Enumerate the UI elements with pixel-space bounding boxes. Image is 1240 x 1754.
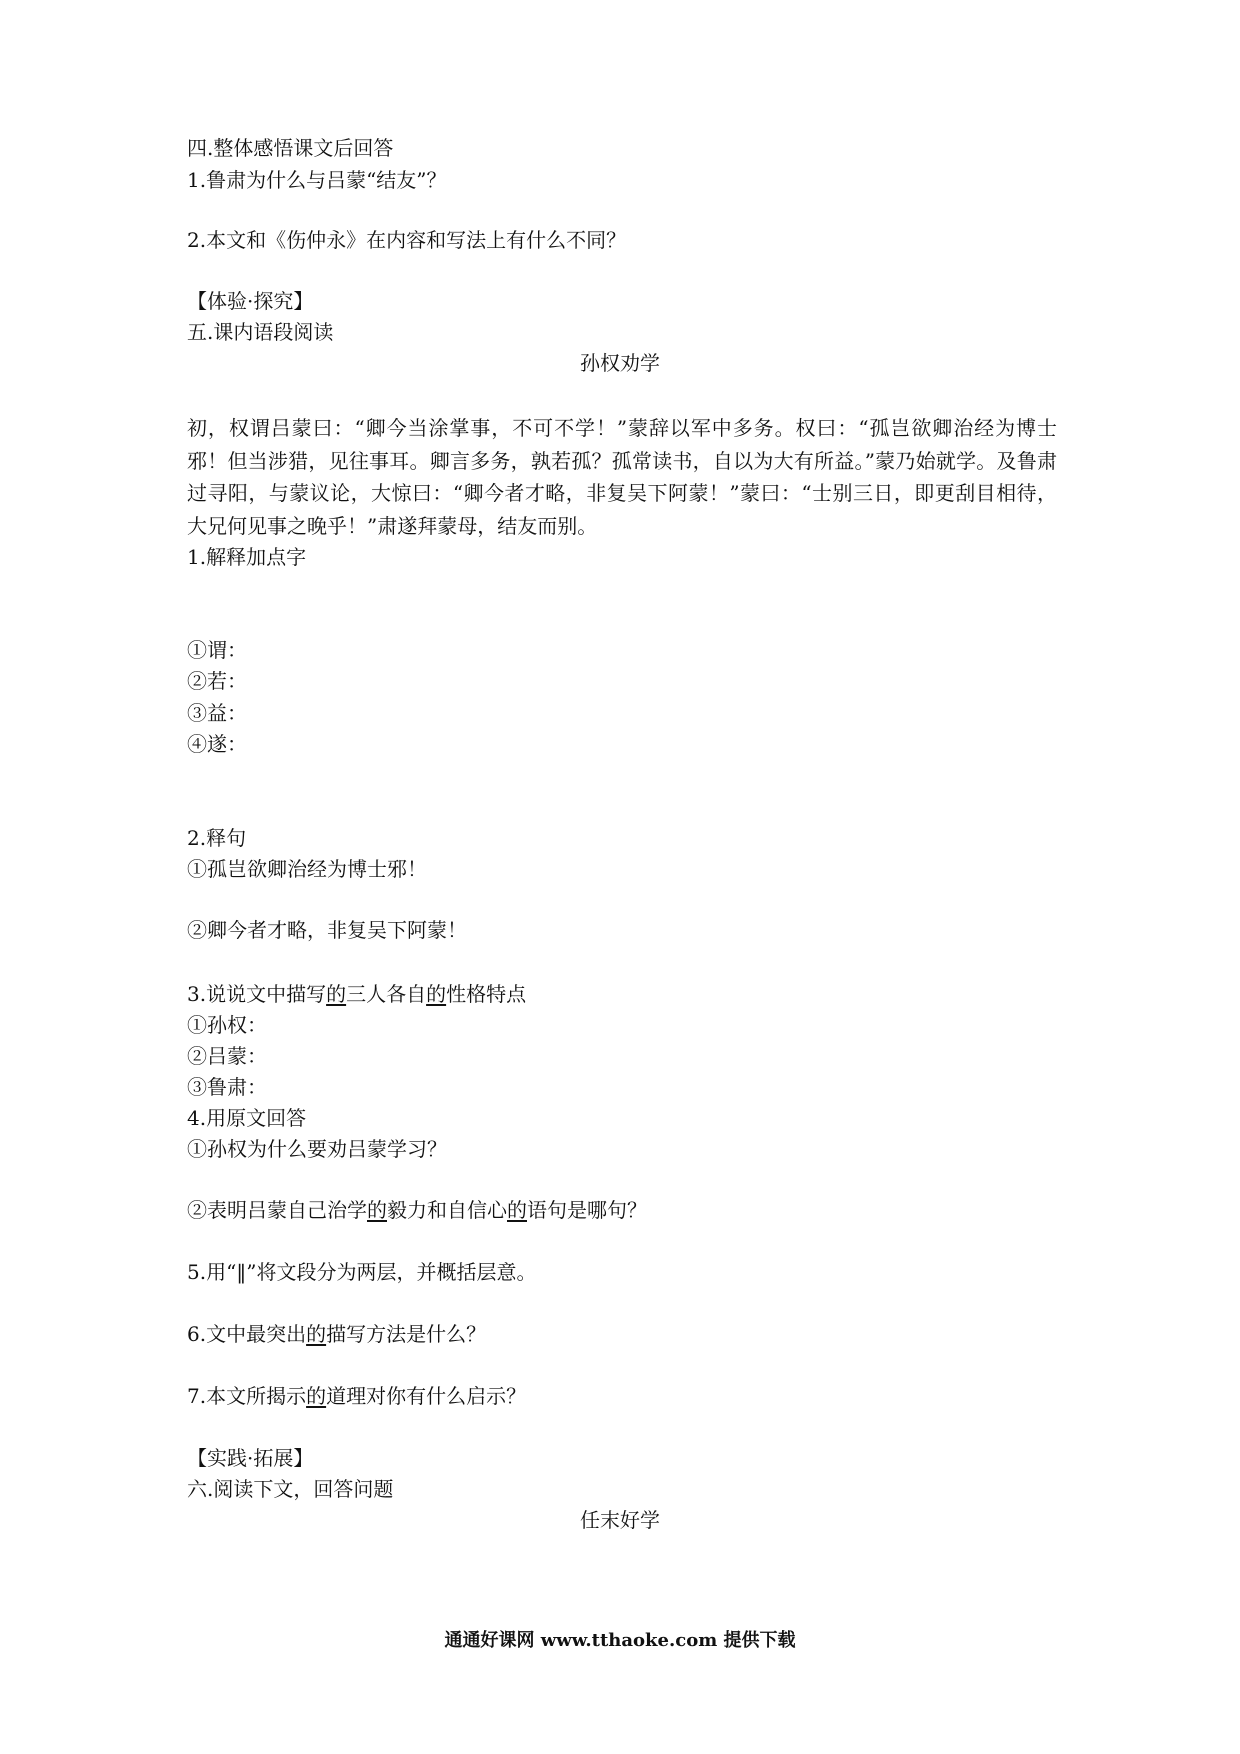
question-2-title: 2.释句 [187, 826, 247, 850]
section5-label: 【体验·探究】 [187, 289, 314, 313]
section6-title: 任末好学 [580, 1508, 660, 1532]
question-4-item: ①孙权为什么要劝吕蒙学习？ [187, 1137, 447, 1161]
question-1-item: ④遂： [187, 732, 247, 756]
section6-label: 【实践·拓展】 [187, 1446, 314, 1470]
question-1-title: 1.解释加点字 [187, 545, 307, 569]
section4-heading: 四.整体感悟课文后回答 [187, 136, 394, 160]
question-6: 6.文中最突出的描写方法是什么？ [187, 1322, 487, 1346]
question-4-title: 4.用原文回答 [187, 1106, 307, 1130]
question-3-item: ③鲁肃： [187, 1075, 267, 1099]
section5-heading: 五.课内语段阅读 [187, 320, 334, 344]
section4-question-1: 1.鲁肃为什么与吕蒙“结友”？ [187, 168, 447, 192]
question-1-item: ②若： [187, 669, 247, 693]
emphasis-underline: 的 [367, 1198, 387, 1222]
question-1-item: ③益： [187, 701, 247, 725]
question-1-item: ①谓： [187, 638, 247, 662]
section6-heading: 六.阅读下文，回答问题 [187, 1477, 394, 1501]
question-3-title: 3.说说文中描写的三人各自的性格特点 [187, 982, 527, 1006]
passage-body [187, 412, 1057, 542]
question-3-item: ①孙权： [187, 1013, 267, 1037]
passage-title: 孙权劝学 [580, 351, 660, 375]
question-5: 5.用“‖”将文段分为两层，并概括层意。 [187, 1260, 537, 1284]
question-2-item: ②卿今者才略，非复吴下阿蒙！ [187, 918, 467, 942]
emphasis-underline: 的 [306, 1322, 327, 1346]
question-3-item: ②吕蒙： [187, 1044, 267, 1068]
emphasis-underline: 的 [326, 982, 347, 1006]
emphasis-underline: 的 [507, 1198, 527, 1222]
question-2-item: ①孤岂欲卿治经为博士邪！ [187, 857, 427, 881]
question-4-item: ②表明吕蒙自己治学的毅力和自信心的语句是哪句？ [187, 1198, 647, 1222]
passage-text: 初，权谓吕蒙曰：“卿今当涂掌事，不可不学！”蒙辞以军中多务。权曰：“孤岂欲卿治经为博士邪！但当涉猎，见往事耳。卿言多务，孰若孤？孤常读书，自以为大有所益。”蒙乃始就学。及鲁肃过寻阳，与蒙议论，大惊曰：“卿今者才略，非复吴下阿蒙！”蒙曰：“士别三日，即更刮目相待，大兄何见事之晚乎！”肃遂拜蒙母，结友而别。 [187, 416, 1057, 538]
emphasis-underline: 的 [306, 1384, 327, 1408]
section4-question-2: 2.本文和《伤仲永》在内容和写法上有什么不同？ [187, 228, 627, 252]
question-7: 7.本文所揭示的道理对你有什么启示？ [187, 1384, 527, 1408]
page-footer: 通通好课网 www.tthaoke.com 提供下载 [444, 1630, 796, 1651]
emphasis-underline: 的 [426, 982, 447, 1006]
